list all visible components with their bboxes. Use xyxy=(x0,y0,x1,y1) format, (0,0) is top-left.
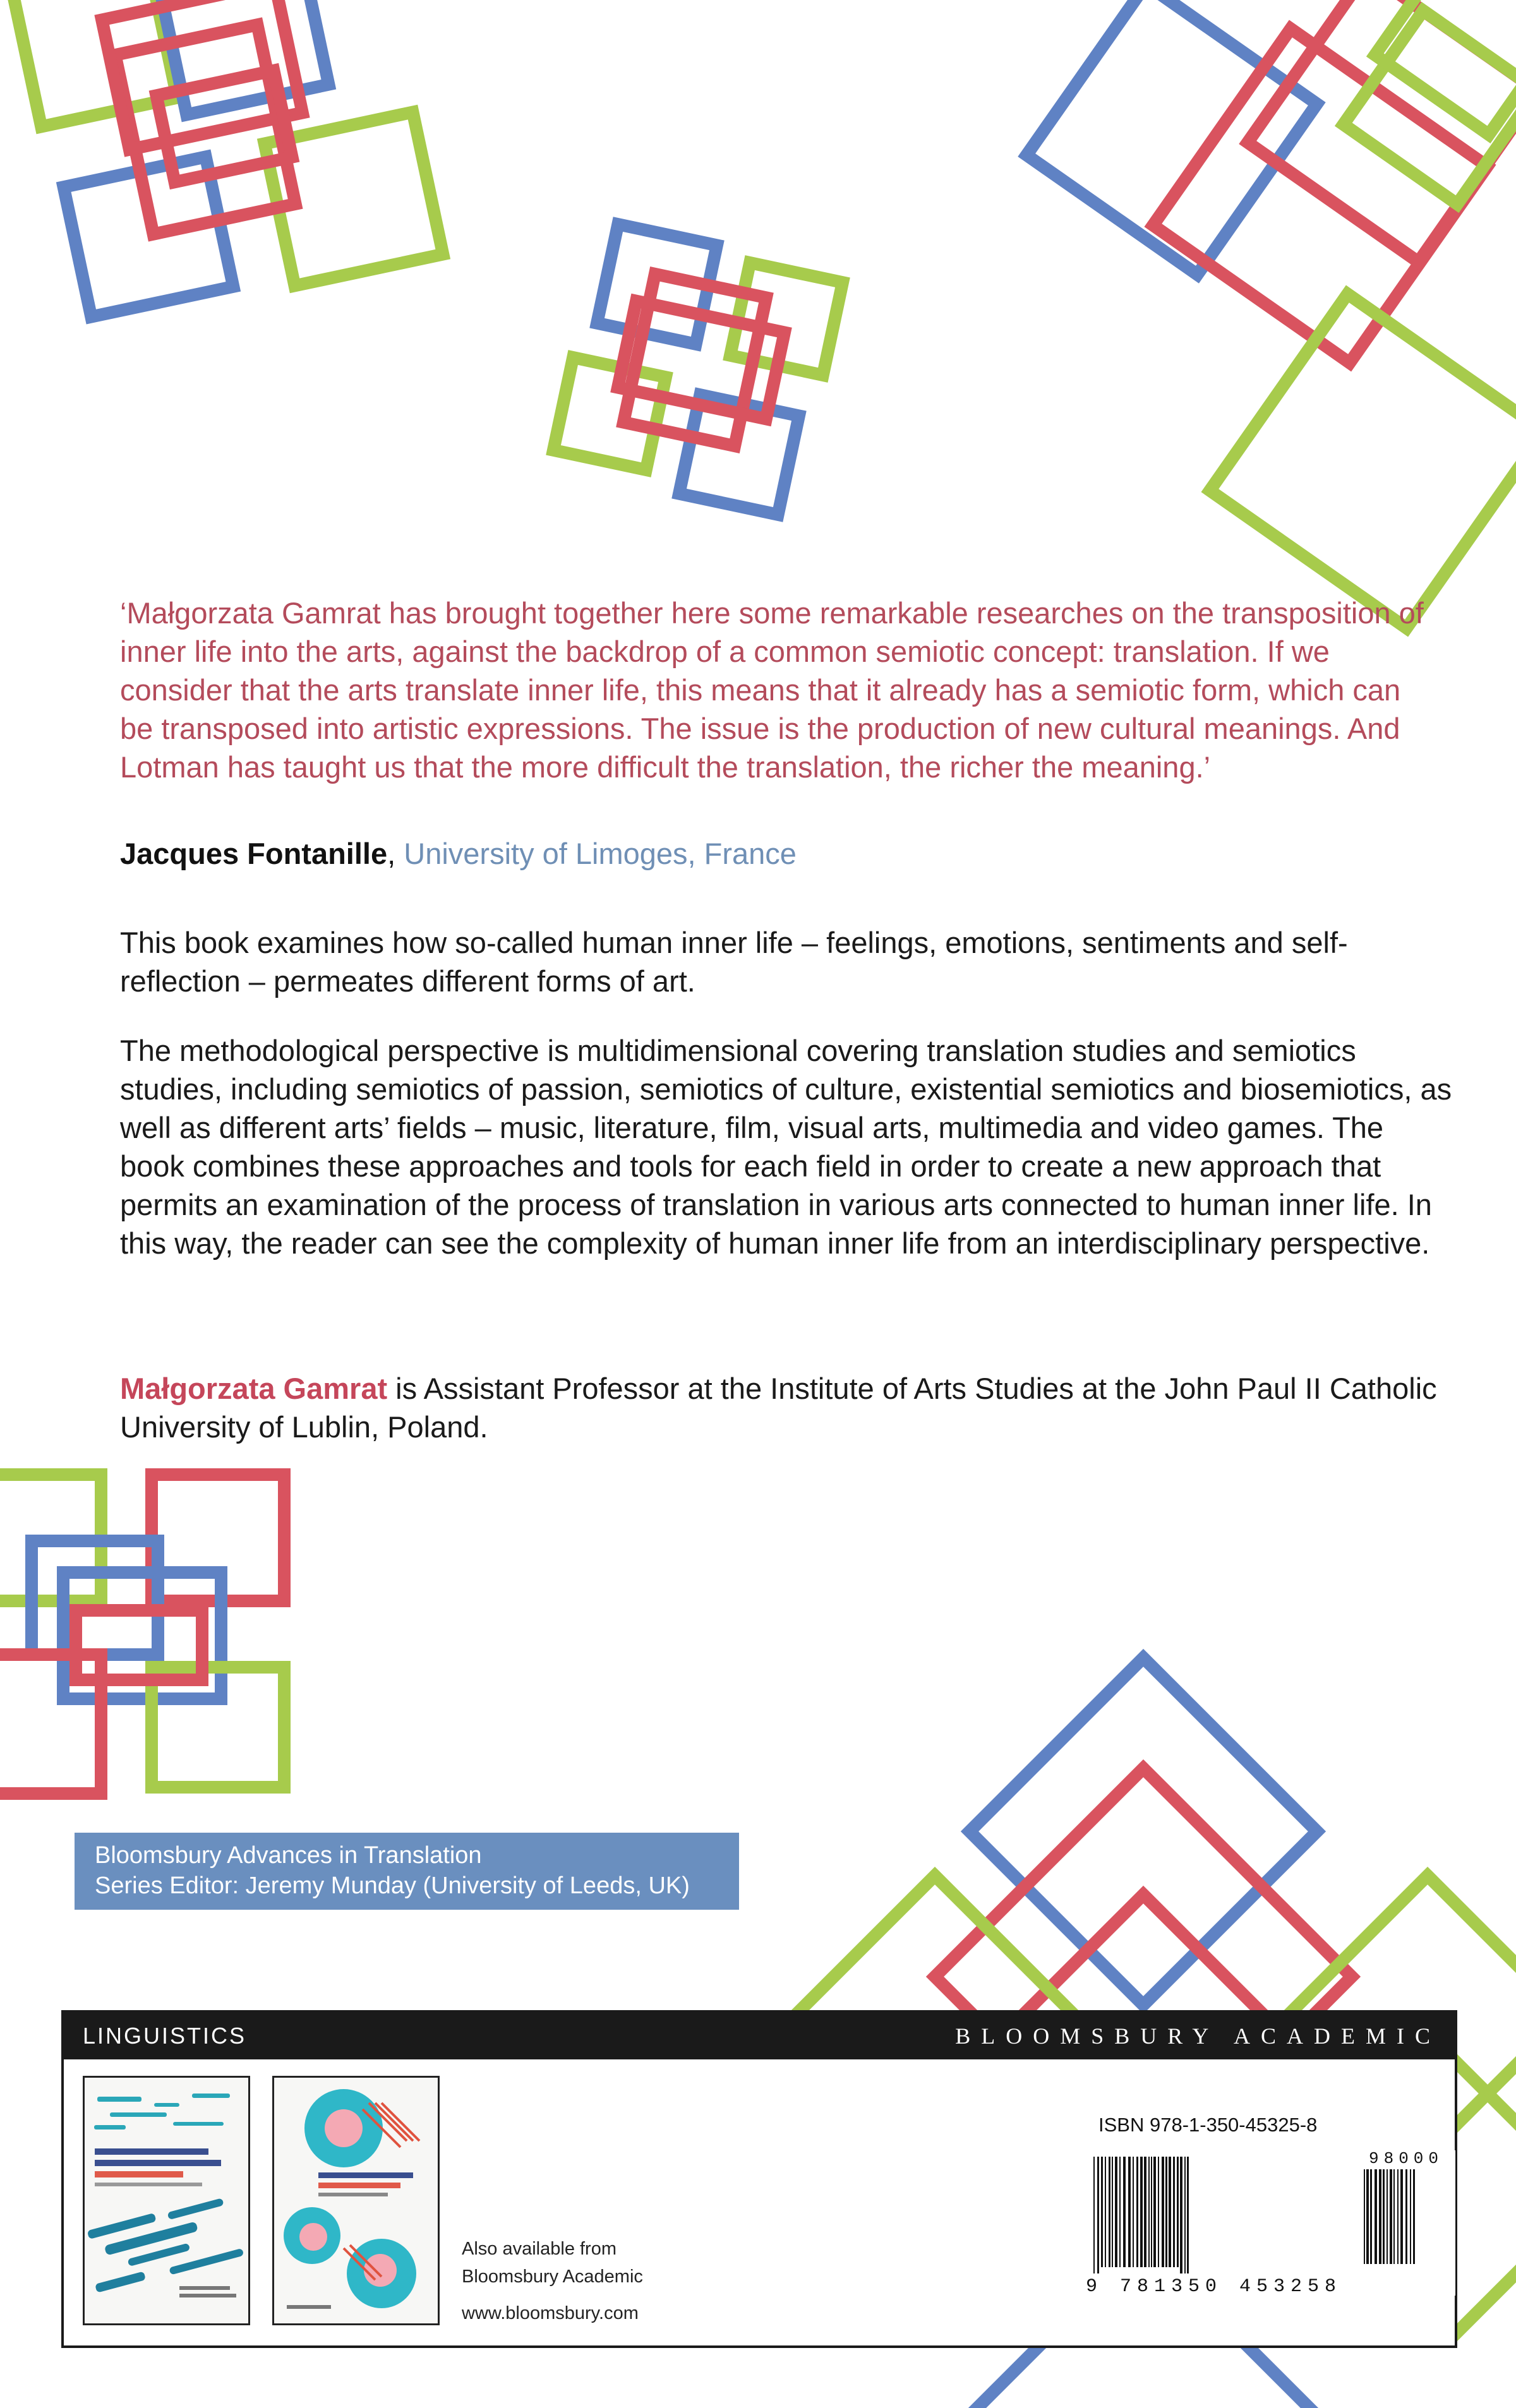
barcode-bar xyxy=(1109,2157,1110,2267)
barcode-addon-bar xyxy=(1393,2169,1395,2264)
author-bio xyxy=(120,1369,1453,1446)
related-book-cover-2 xyxy=(272,2076,440,2325)
description-paragraph-2: The methodological perspective is multidimensional covering translation studies and semiotics studies, including semiotics of passion, semiotics of culture, existential semiotics and biosemiotics, as well as different arts’ fields – music, literature, film, visual arts, multimedia and video games. The book combines these approaches and tools for each field in order to create a new approach that permits an examination of the process of translation in various arts connected to human inner life. In this way, the reader can see the complexity of human inner life from an interdisciplinary perspective. xyxy=(120,1034,1452,1260)
barcode-bar xyxy=(1101,2157,1103,2267)
barcode-digits: 9 781350 453258 xyxy=(1086,2276,1342,2296)
related-book-cover-2-art xyxy=(274,2078,438,2323)
barcode-addon-digits: 98000 xyxy=(1369,2150,1444,2168)
barcode-bar xyxy=(1093,2157,1095,2273)
barcode-addon-bar xyxy=(1400,2169,1403,2264)
isbn-label: ISBN 978-1-350-45325-8 xyxy=(1098,2114,1318,2136)
barcode-addon-bar xyxy=(1413,2169,1415,2264)
barcode-addon-bar xyxy=(1366,2169,1369,2264)
barcode-bar xyxy=(1133,2157,1134,2267)
back-cover-footer xyxy=(61,2010,1457,2348)
barcode-addon-bar xyxy=(1379,2169,1381,2264)
barcode-addon-bar xyxy=(1375,2169,1377,2264)
publisher-website-link[interactable]: www.bloomsbury.com xyxy=(462,2303,639,2323)
barcode-addon-bar xyxy=(1370,2169,1372,2264)
barcode-bar xyxy=(1180,2157,1182,2273)
publisher-logo: BLOOMSBURY ACADEMIC xyxy=(955,2023,1441,2049)
quote-attribution xyxy=(120,835,797,873)
barcode-bar xyxy=(1128,2157,1131,2267)
author-name: Małgorzata Gamrat xyxy=(120,1372,388,1405)
barcode-addon-bar xyxy=(1410,2169,1411,2264)
top-right-square-cluster xyxy=(1026,0,1516,628)
barcode-bar xyxy=(1148,2157,1150,2267)
also-available-line-1: Also available from xyxy=(462,2239,617,2259)
barcode-bar xyxy=(1123,2157,1126,2267)
subject-category: LINGUISTICS xyxy=(83,2023,247,2049)
footer-bar xyxy=(64,2013,1455,2059)
barcode-bar xyxy=(1136,2157,1138,2267)
barcode-bar xyxy=(1165,2157,1167,2267)
barcode-bar xyxy=(1173,2157,1175,2267)
isbn-barcode xyxy=(1086,2150,1455,2296)
top-left-square-cluster xyxy=(13,0,443,317)
left-square-cluster xyxy=(0,1475,284,1794)
also-available-text xyxy=(462,2235,643,2327)
series-editor: Series Editor: Jeremy Munday (University of Leeds, UK) xyxy=(95,1872,690,1899)
barcode-bar xyxy=(1158,2157,1159,2267)
barcode-addon-bar xyxy=(1387,2169,1388,2264)
barcode-bar xyxy=(1177,2157,1179,2267)
related-book-cover-1 xyxy=(83,2076,250,2325)
barcode-bar xyxy=(1153,2157,1156,2267)
barcode-bar xyxy=(1112,2157,1113,2267)
quote-author: Jacques Fontanille xyxy=(120,837,388,870)
also-available-line-2: Bloomsbury Academic xyxy=(462,2267,643,2287)
barcode-bar xyxy=(1162,2157,1164,2267)
author-bio-text: is Assistant Professor at the Institute of Arts Studies at the John Paul II Catholic University of Lublin, Poland. xyxy=(120,1372,1437,1444)
barcode-bar xyxy=(1115,2157,1117,2267)
middle-square-cluster xyxy=(553,224,843,515)
barcode-addon-bar xyxy=(1405,2169,1407,2264)
barcode-addon-bar xyxy=(1397,2169,1399,2264)
series-info-box xyxy=(75,1833,739,1910)
barcode-bar xyxy=(1144,2157,1146,2267)
barcode-bar xyxy=(1105,2157,1106,2267)
barcode-bar xyxy=(1140,2157,1143,2267)
series-title: Bloomsbury Advances in Translation xyxy=(95,1842,482,1869)
barcode-bar xyxy=(1169,2157,1171,2267)
related-book-cover-1-art xyxy=(85,2078,248,2323)
quote-affiliation: University of Limoges, France xyxy=(404,837,797,870)
barcode-addon-bar xyxy=(1383,2169,1385,2264)
barcode-bar xyxy=(1184,2157,1186,2273)
barcode-bar xyxy=(1187,2157,1189,2273)
barcode-addon-bar xyxy=(1390,2169,1392,2264)
barcode-bar xyxy=(1119,2157,1121,2267)
barcode-addon-bar xyxy=(1364,2169,1365,2264)
barcode-bar xyxy=(1151,2157,1152,2267)
attribution-separator: , xyxy=(387,837,396,870)
endorsement-quote: ‘Małgorzata Gamrat has brought together here some remarkable researches on the transposition of inner life into the arts, against the backdrop of a common semiotic concept: translation. If we consider that the arts translate inner life, this means that it already has a semiotic form, which can be transposed into artistic expressions. The issue is the production of new cultural meanings. And Lotman has taught us that the more difficult the translation, the richer the meaning.’ xyxy=(120,596,1424,784)
description-paragraph-1: This book examines how so-called human inner life – feelings, emotions, sentiments and self-reflection – permeates different forms of art. xyxy=(120,926,1348,998)
barcode-bar xyxy=(1097,2157,1099,2273)
